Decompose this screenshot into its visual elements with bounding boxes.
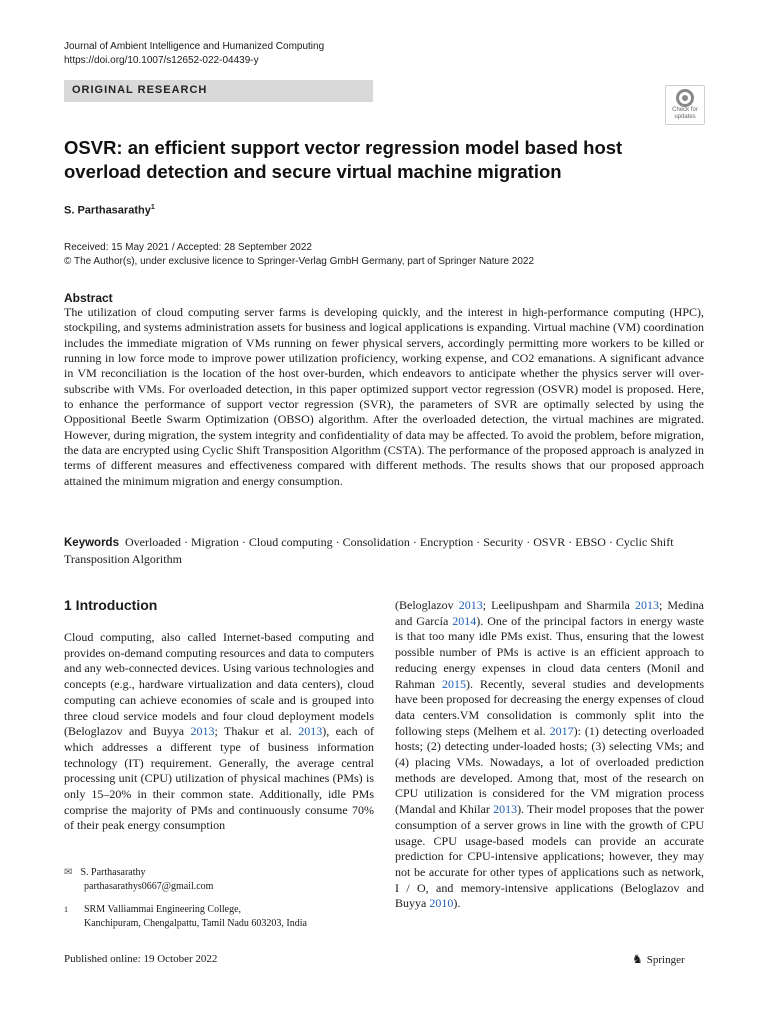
citation-year-link[interactable]: 2013 bbox=[458, 598, 483, 612]
paragraph-text: ; Leelipushpam and Sharmila bbox=[482, 598, 635, 612]
paragraph-text: ; Medina and García bbox=[395, 598, 704, 628]
author-name[interactable]: S. Parthasarathy bbox=[64, 204, 151, 217]
article-type-banner bbox=[64, 80, 373, 102]
publisher-logo bbox=[632, 952, 685, 967]
journal-doi[interactable]: https://doi.org/10.1007/s12652-022-04439-y bbox=[64, 55, 259, 66]
author-email[interactable]: parthasarathys0667@gmail.com bbox=[84, 881, 214, 892]
journal-header bbox=[64, 40, 324, 68]
citation-year-link[interactable]: 2013 bbox=[634, 598, 659, 612]
affiliation-line2: Kanchipuram, Chengalpattu, Tamil Nadu 603203, India bbox=[84, 918, 307, 929]
paragraph-text: ): (1) detecting overloaded hosts; (2) detecting under-loaded hosts; (3) selecting VMs; and (4) placing VMs. Nowadays, a lot of overloaded prediction methods are developed. Among that, most of the research on CPU utilization is considered for the VM migration process (Mandal and Khilar bbox=[395, 723, 704, 817]
affiliation-line1: SRM Valliammai Engineering College, bbox=[84, 904, 242, 915]
badge-line2: updates bbox=[674, 114, 696, 120]
author-line bbox=[64, 204, 155, 217]
citation-year-link[interactable]: 2015 bbox=[441, 676, 466, 691]
check-for-updates-icon bbox=[676, 89, 694, 107]
paragraph-text: ). Their model proposes that the power consumption of a server grows in line with the growth of CPU usage. CPU usage-based models can provide an accurate prediction for CPU-intensive applications; however, they may not be accurate for other types of applications such as network, I / O, and memory-intensive applications (Beloglazov and Buyya bbox=[395, 802, 704, 911]
abstract-body: The utilization of cloud computing server farms is developing quickly, and the interest in high-performance computing (HPC), stockpiling, and systems administration assets for business and logical applications is expanding. Virtual machine (VM) coordination includes the immediate migration of VMs running on fewer physical servers, accordingly permitting more workers to be killed or running in low force mode to improve power utilization proficiency, working expense, and CO2 emanations. A significant advance in VM reconciliation is the location of the host over-burden, which endeavors to anticipate whether the physics server will over-subscribe with VMs. For overloaded detection, in this paper optimized support vector regression (OSVR) model is proposed. Here, to enhance the performance of support vector regression (SVR), the parameters of SVR are optimally selected by using the Oppositional Beetle Swarm Optimization (OBSO) algorithm. After the overloaded detection, the virtual machines are migrated. However, during migration, the system integrity and confidentiality of data may be affected. To avoid the problem, before migration, the data are encrypted using Cyclic Shift Transposition Algorithm (CSTA). The performance of the proposed approach is analyzed in terms of different measures and effectiveness compared with different methods. The results shows that our proposed approach attained the minimum migration and energy consumption. bbox=[64, 305, 704, 488]
badge-line1: Check for bbox=[672, 107, 698, 113]
publisher-name: Springer bbox=[646, 954, 685, 966]
paper-title: OSVR: an efficient support vector regression model based host overload detection and secure virtual machine migration bbox=[64, 137, 623, 182]
paragraph-text: ; Thakur et al. bbox=[214, 724, 299, 739]
footnote-author-name: S. Parthasarathy bbox=[80, 867, 146, 878]
abstract-heading: Abstract bbox=[64, 291, 113, 305]
keywords-label: Keywords bbox=[64, 537, 119, 549]
published-online: Published online: 19 October 2022 bbox=[64, 953, 218, 965]
article-dates bbox=[64, 241, 534, 269]
envelope-icon: ✉ bbox=[64, 867, 73, 878]
journal-name: Journal of Ambient Intelligence and Humanized Computing bbox=[64, 41, 325, 52]
keywords-text: Overloaded · Migration · Cloud computing · Consolidation · Encryption · Security · OSVR · EBSO · Cyclic Shift Transposition Algorithm bbox=[64, 535, 674, 566]
paragraph-text: ). One of the principal factors in energy waste is that too many idle PMs exist. Thus, ensuring that the lowest possible number of PMs is active is an efficient approach to reducing energy expenses in cloud data centers (Monil and Rahman bbox=[395, 613, 704, 691]
intro-column-right bbox=[395, 598, 704, 912]
article-type-label: ORIGINAL RESEARCH bbox=[72, 84, 208, 96]
paragraph-text: Cloud computing, also called Internet-based computing and provides on-demand computing resources and data to computers and any web-connected devices. Using various technologies and concepts (e.g., hardware virtualization and data centers), cloud computing can achieve economies of scale and is grouped into three cloud service models and four cloud deployment models (Beloglazov and Buyya bbox=[64, 630, 374, 739]
paragraph-text: (Beloglazov bbox=[395, 598, 459, 612]
citation-year-link[interactable]: 2014 bbox=[452, 613, 477, 628]
affiliation-footnote bbox=[64, 903, 307, 931]
corresponding-author-footnote bbox=[64, 866, 213, 894]
paragraph-text: ). Recently, several studies and developments have been proposed for decreasing the energy expenses of cloud data centers.VM consolidation is commonly split into the following steps (Melhem et al. bbox=[395, 676, 704, 738]
section-heading-introduction: 1 Introduction bbox=[64, 597, 158, 613]
citation-year-link[interactable]: 2010 bbox=[429, 896, 454, 911]
check-for-updates-badge[interactable] bbox=[665, 85, 705, 125]
author-affil-mark: 1 bbox=[150, 204, 155, 211]
keywords-block bbox=[64, 534, 704, 567]
paragraph-text: ), each of which addresses a different type of business information technology (IT) requirement. Generally, the average central processing unit (CPU) utilization of physical machines (PMs) is only 15–20% in their common state. Additionally, idle PMs comprise the majority of PMs and continuously consume 70% of their peak energy consumption bbox=[64, 724, 374, 833]
received-accepted: Received: 15 May 2021 / Accepted: 28 September 2022 bbox=[64, 242, 312, 253]
copyright: © The Author(s), under exclusive licence to Springer-Verlag GmbH Germany, part of Springer Nature 2022 bbox=[64, 256, 534, 267]
springer-horse-icon: ♞ bbox=[632, 952, 643, 966]
citation-year-link[interactable]: 2017 bbox=[549, 723, 574, 738]
paragraph-text: ). bbox=[453, 896, 461, 911]
affiliation-number: 1 bbox=[64, 905, 68, 914]
citation-year-link[interactable]: 2013 bbox=[298, 724, 323, 739]
intro-column-left bbox=[64, 630, 374, 834]
citation-year-link[interactable]: 2013 bbox=[493, 802, 518, 817]
citation-year-link[interactable]: 2013 bbox=[190, 724, 215, 739]
